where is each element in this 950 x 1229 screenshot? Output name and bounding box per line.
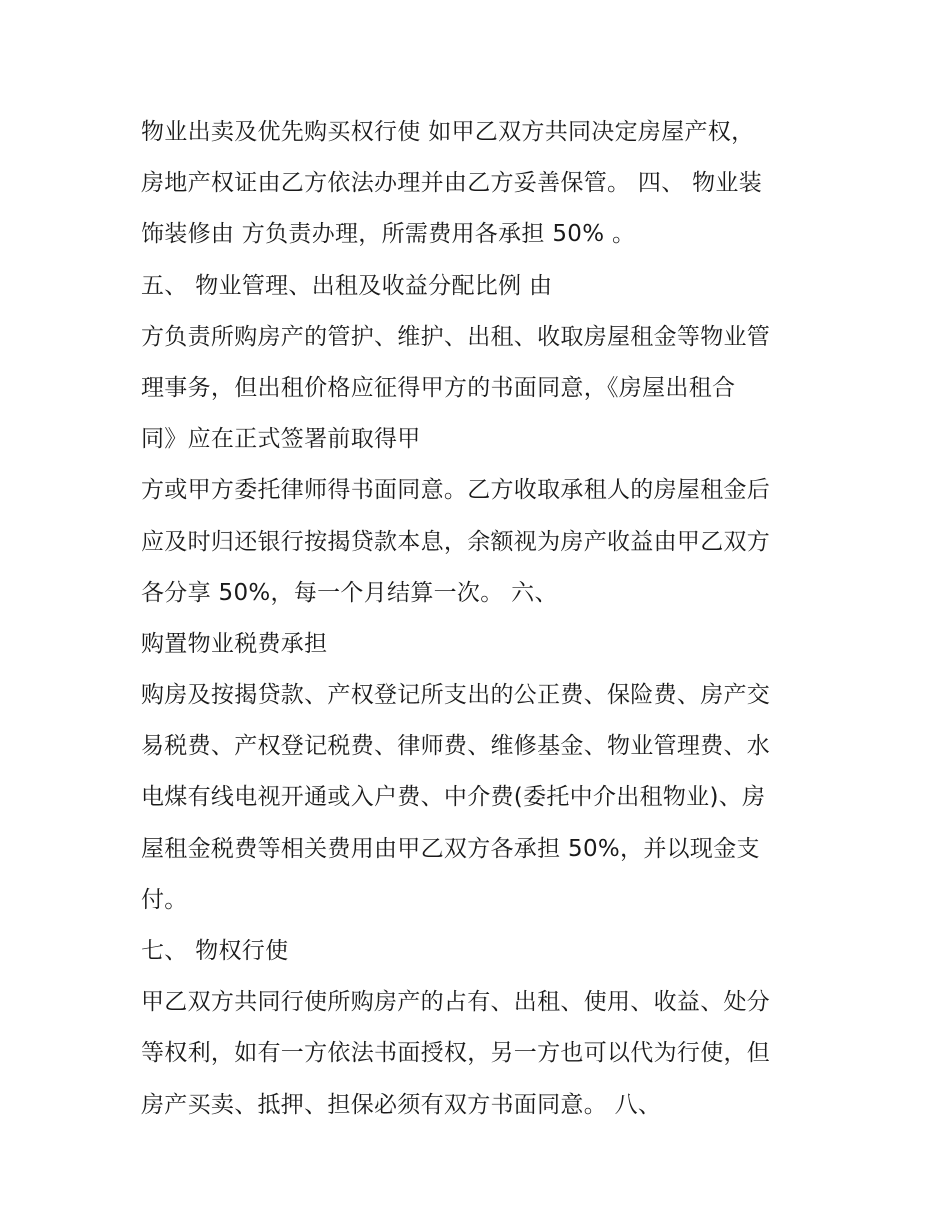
text-line: 各分享 50%，每一个月结算一次。 六、 [141,579,558,606]
section-heading: 五、 物业管理、出租及收益分配比例 由 [141,272,553,299]
section-heading: 七、 物权行使 [141,938,289,964]
text-line: 物业出卖及优先购买权行使 如甲乙双方共同决定房屋产权， [141,119,755,145]
text-line: 方负责所购房产的管护、维护、出租、收取房屋租金等物业管 [141,323,771,350]
text-line: 同》应在正式签署前取得甲 [141,426,421,453]
text-line: 甲乙双方共同行使所购房产的占有、出租、使用、收益、处分 [141,989,771,1016]
document-body [141,107,831,1131]
text-line: 等权利，如有一方依法书面授权，另一方也可以代为行使，但 [141,1040,771,1067]
text-line: 应及时归还银行按揭贷款本息，余额视为房产收益由甲乙双方 [141,528,771,555]
text-line: 饰装修由 方负责办理，所需费用各承担 50% 。 [141,221,636,248]
text-line: 房产买卖、抵押、担保必须有双方书面同意。 八、 [141,1091,662,1118]
text-line: 购房及按揭贷款、产权登记所支出的公正费、保险费、房产交 [141,682,771,709]
text-line: 电煤有线电视开通或入户费、中介费(委托中介出租物业)、房 [141,784,766,811]
text-line: 方或甲方委托律师得书面同意。乙方收取承租人的房屋租金后 [141,477,771,504]
text-line: 理事务，但出租价格应征得甲方的书面同意，《房屋出租合 [141,374,736,401]
text-line: 屋租金税费等相关费用由甲乙双方各承担 50%，并以现金支 [141,835,760,862]
text-line: 付。 [141,886,188,913]
text-line: 房地产权证由乙方依法办理并由乙方妥善保管。 四、 物业装 [141,170,763,197]
section-heading: 购置物业税费承担 [141,630,328,657]
text-line: 易税费、产权登记税费、律师费、维修基金、物业管理费、水 [141,733,771,760]
